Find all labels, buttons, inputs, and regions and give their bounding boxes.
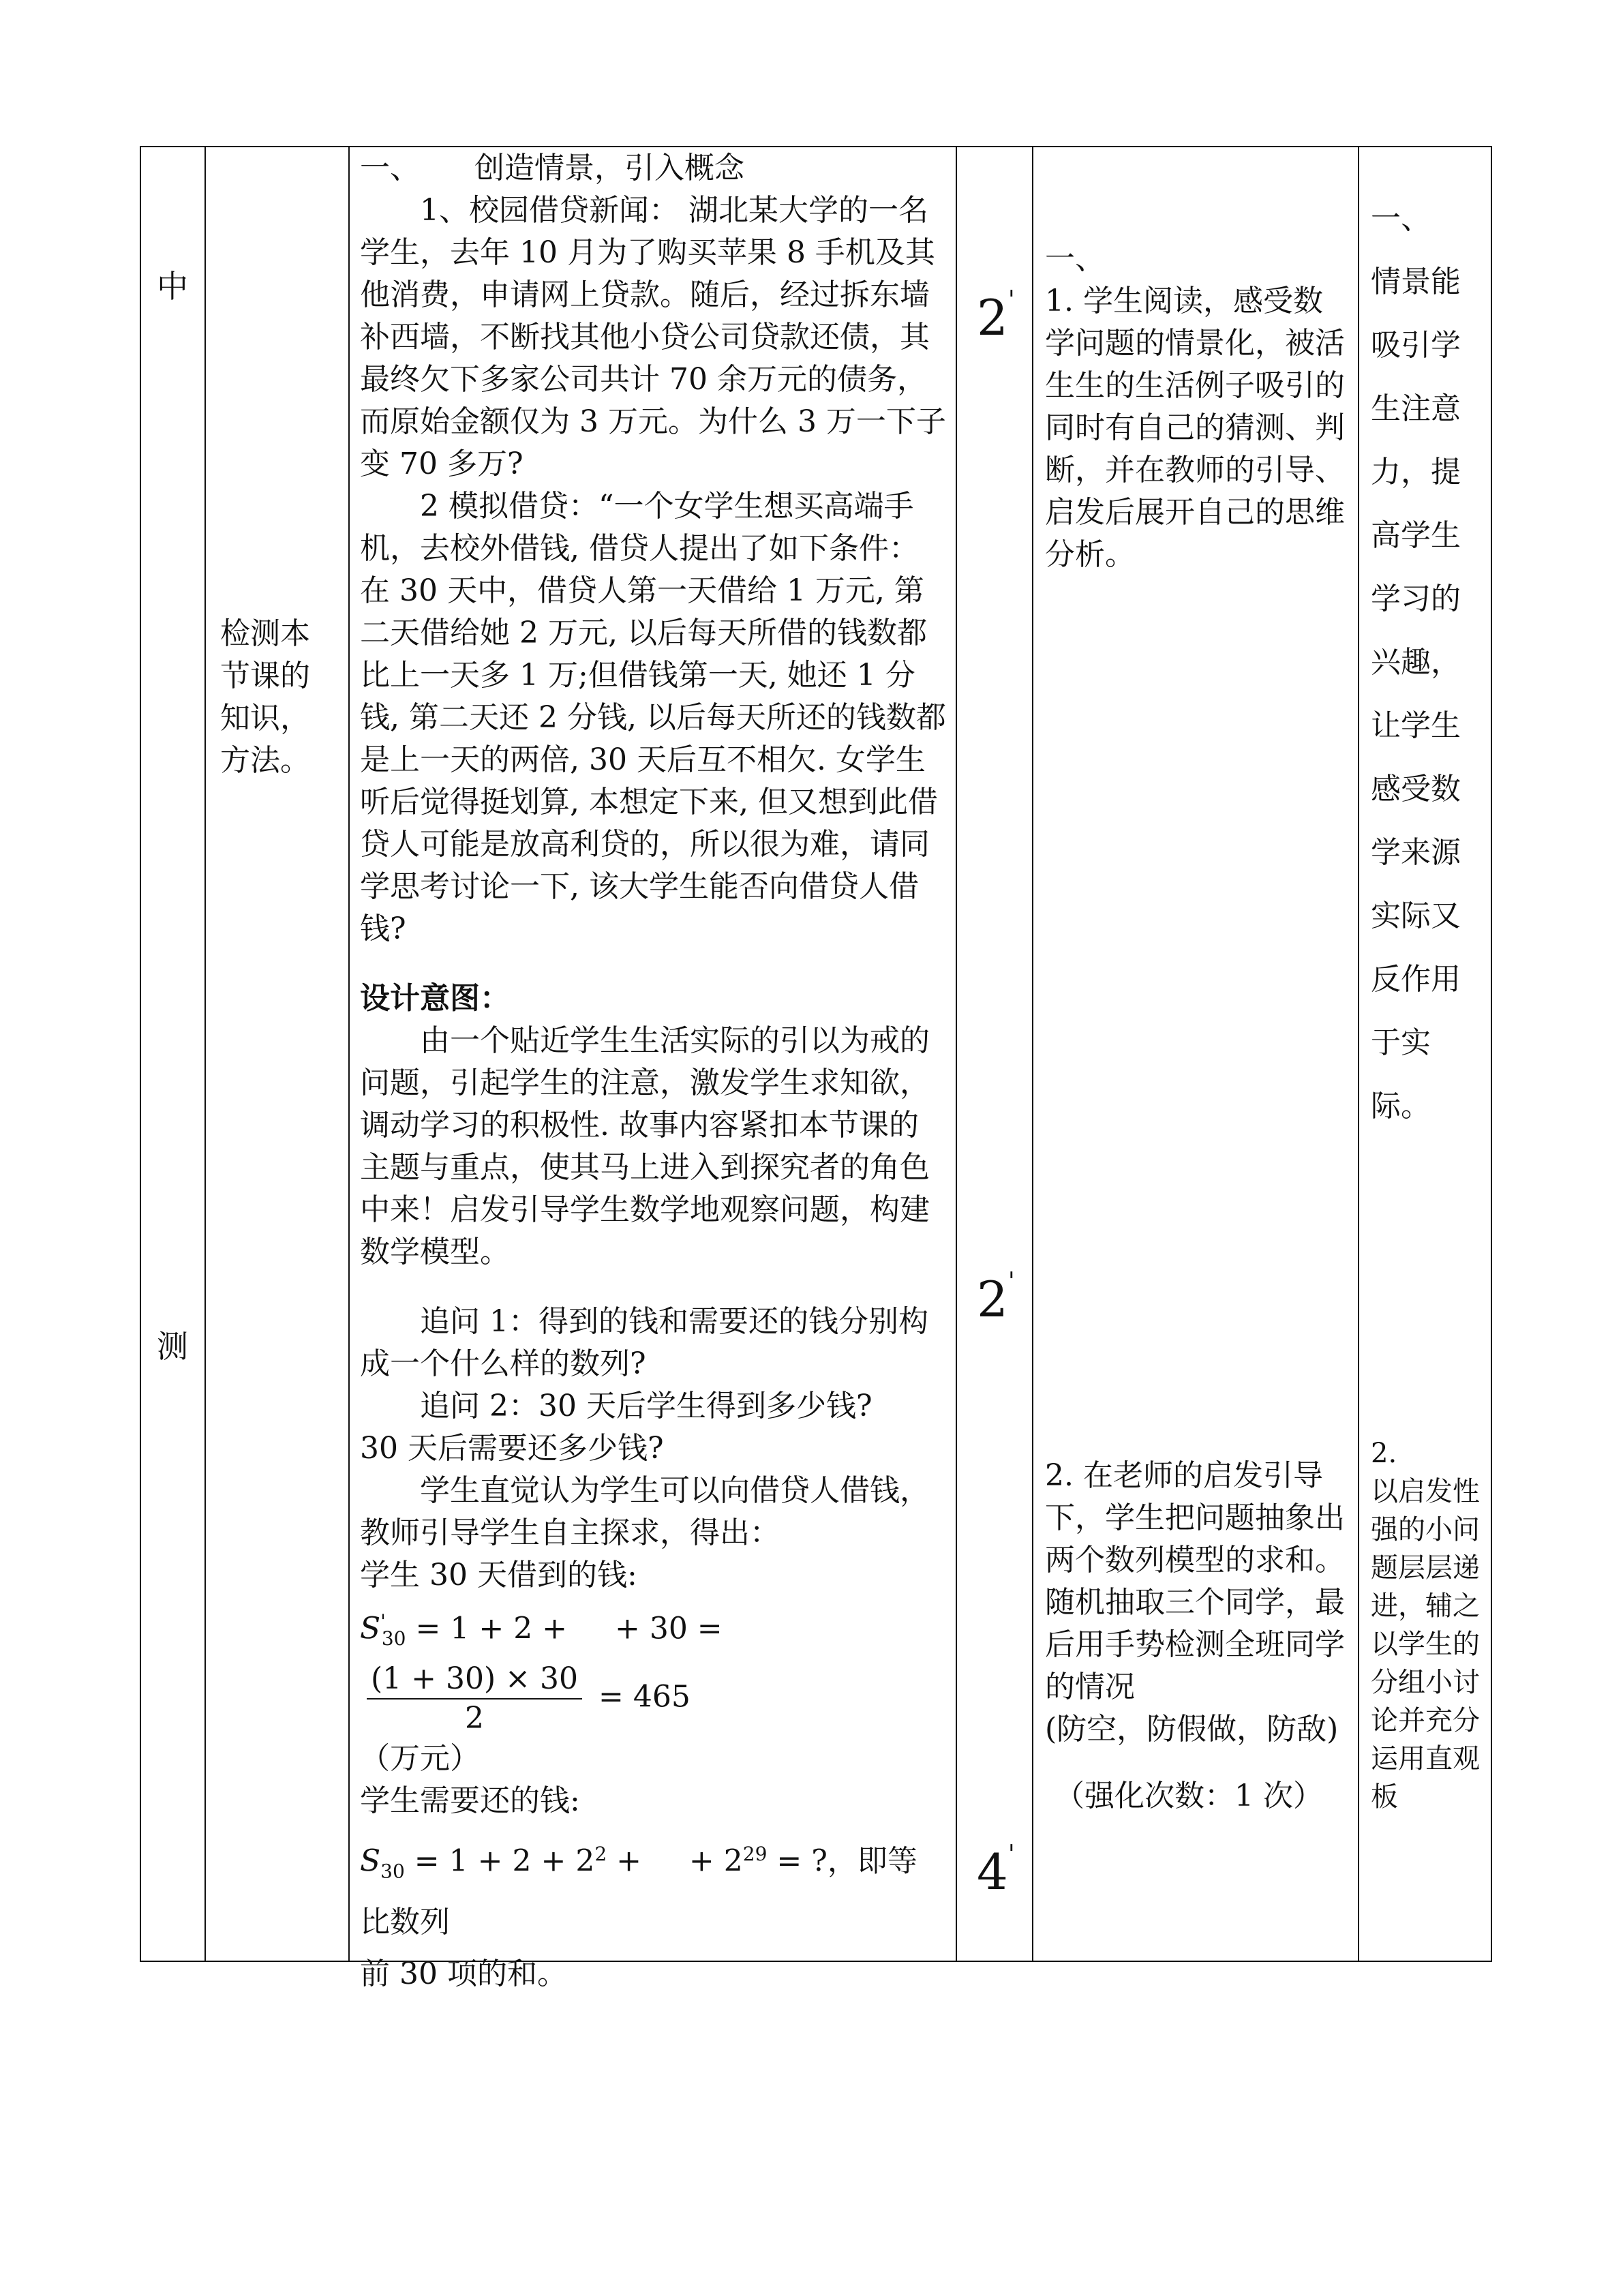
formula1-lhs: S xyxy=(360,1611,381,1646)
column-divider-5 xyxy=(1358,146,1359,1962)
table-border-right xyxy=(1491,146,1492,1962)
formula1-series: = 1 + 2 + + 30 = xyxy=(415,1611,723,1646)
student-c-text: 随机抽取三个同学，最后用手势检测全班同学的情况 xyxy=(1045,1585,1345,1704)
student-activity-b xyxy=(1045,1455,1349,1817)
design-intent-paragraph: 由一个贴近学生生活实际的引以为戒的问题，引起学生的注意，激发学生求知欲，调动学习的积极性. 故事内容紧扣本节课的主题与重点，使其马上进入到探究者的角色中来！启发引导学生数学地观察问题，构建数学模型。 xyxy=(360,1023,930,1269)
student-d-text: (防空，防假做，防敌) xyxy=(1045,1712,1339,1747)
unit-label: （万元） xyxy=(360,1741,480,1777)
formula-repay xyxy=(360,1829,946,1947)
section-heading xyxy=(360,147,946,190)
stage-char-2: 测 xyxy=(157,1328,188,1365)
formula1-numerator: (1 + 30) × 30 xyxy=(367,1660,582,1700)
intent-a-number: 一、 xyxy=(1371,201,1431,236)
time-2-mark: ' xyxy=(1007,1268,1015,1296)
time-1-value: 2 xyxy=(977,289,1008,346)
borrowed-label: 学生 30 天借到的钱: xyxy=(360,1558,637,1592)
lesson-table xyxy=(140,146,1492,1991)
formula1-subscript: 30 xyxy=(381,1627,406,1650)
student-e-text: （强化次数：1 次） xyxy=(1055,1779,1323,1813)
design-intent-label: 设计意图： xyxy=(360,981,510,1016)
formula2-lhs: S xyxy=(360,1844,381,1879)
time-1 xyxy=(977,286,1015,346)
goal-text: 检测本节课的知识，方法。 xyxy=(220,616,310,778)
formula2-exp2: 29 xyxy=(742,1843,768,1866)
intent-b xyxy=(1371,1434,1480,1816)
time-3-mark: ' xyxy=(1007,1841,1015,1869)
simulation-paragraph: 2 模拟借贷：“一个女学生想买高端手机，去校外借钱, 借贷人提出了如下条件：在 30 天中，借贷人第一天借给 1 万元, 第二天借给她 2 万元, 以后每天所借的钱数都比上一天多 1 万;但借钱第一天, 她还 1 分钱, 第二天还 2 分钱, 以后每天所还的钱数都是上一天的两倍, 30 天后互不相欠. 女学生听后觉得挺划算, 本想定下来, 但又想到此借贷人可能是放高利贷的，所以很为难，请同学思考讨论一下, 该大学生能否向借贷人借钱? xyxy=(360,489,946,946)
formula2-part1: = 1 + 2 + 2 xyxy=(414,1844,595,1879)
formula2-trail: ，即等比数列 xyxy=(360,1844,917,1939)
intent-b-text: 以启发性强的小问题层层递进，辅之以学生的分组小讨论并充分运用直观板 xyxy=(1371,1476,1480,1813)
time-3 xyxy=(977,1843,1015,1901)
column-divider-3 xyxy=(956,146,957,1962)
repay-label: 学生需要还的钱: xyxy=(360,1783,580,1819)
student-b-text: 2. 在老师的启发引导下，学生把问题抽象出两个数列模型的求和。 xyxy=(1045,1458,1345,1577)
formula1-denominator: 2 xyxy=(464,1701,484,1736)
formula2-part2: + + 2 xyxy=(607,1844,743,1879)
table-border-left xyxy=(140,146,141,1962)
formula2-subscript: 30 xyxy=(380,1860,405,1883)
formula1-prime: ' xyxy=(380,1610,386,1633)
student-a-text: 1. 学生阅读，感受数学问题的情景化，被活生生的生活例子吸引的同时有自己的猜测、判断，并在教师的引导、启发后展开自己的思维分析。 xyxy=(1045,284,1345,572)
content-column xyxy=(360,147,946,1995)
time-3-value: 4 xyxy=(977,1843,1008,1901)
formula1-result: = 465 xyxy=(598,1679,691,1715)
time-1-mark: ' xyxy=(1007,286,1015,314)
section-heading-text: 创造情景，引入概念 xyxy=(474,151,744,185)
intent-a-text: 情景能吸引学生注意力，提高学生学习的兴趣，让学生感受数学来源实际又反作用于实际。 xyxy=(1371,265,1461,1123)
intent-b-number: 2. xyxy=(1371,1438,1397,1469)
column-divider-4 xyxy=(1032,146,1033,1962)
formula2-part3: = ? xyxy=(767,1844,828,1879)
news-paragraph: 1、校园借贷新闻： 湖北某大学的一名学生，去年 10 月为了购买苹果 8 手机及其他消费，申请网上贷款。随后，经过拆东墙补西墙，不断找其他小贷公司贷款还债，其最终欠下多家公司共计 70 余万元的债务，而原始金额仅为 3 万元。为什么 3 万一下子变 70 多万? xyxy=(360,193,946,481)
formula2-exp1: 2 xyxy=(594,1843,607,1866)
sum-tail: 前 30 项的和。 xyxy=(360,1956,567,1991)
formula1-fraction xyxy=(367,1660,582,1738)
question-1: 追问 1：得到的钱和需要还的钱分别构成一个什么样的数列? xyxy=(360,1304,928,1381)
formula-borrowed xyxy=(360,1601,946,1738)
column-divider-2 xyxy=(348,146,350,1962)
time-2 xyxy=(977,1268,1015,1328)
time-2-value: 2 xyxy=(977,1271,1008,1328)
question-2b: 30 天后需要还多少钱? xyxy=(360,1431,664,1466)
question-2: 追问 2：30 天后学生得到多少钱? xyxy=(420,1389,873,1423)
column-divider-1 xyxy=(204,146,206,1962)
section-heading-number: 一、 xyxy=(360,151,420,185)
student-activity-a xyxy=(1045,238,1349,576)
stage-char-1: 中 xyxy=(157,268,188,305)
student-a-number: 一、 xyxy=(1045,241,1105,276)
intuition-paragraph: 学生直觉认为学生可以向借贷人借钱，教师引导学生自主探求，得出： xyxy=(360,1473,930,1550)
intent-a xyxy=(1371,187,1480,1138)
